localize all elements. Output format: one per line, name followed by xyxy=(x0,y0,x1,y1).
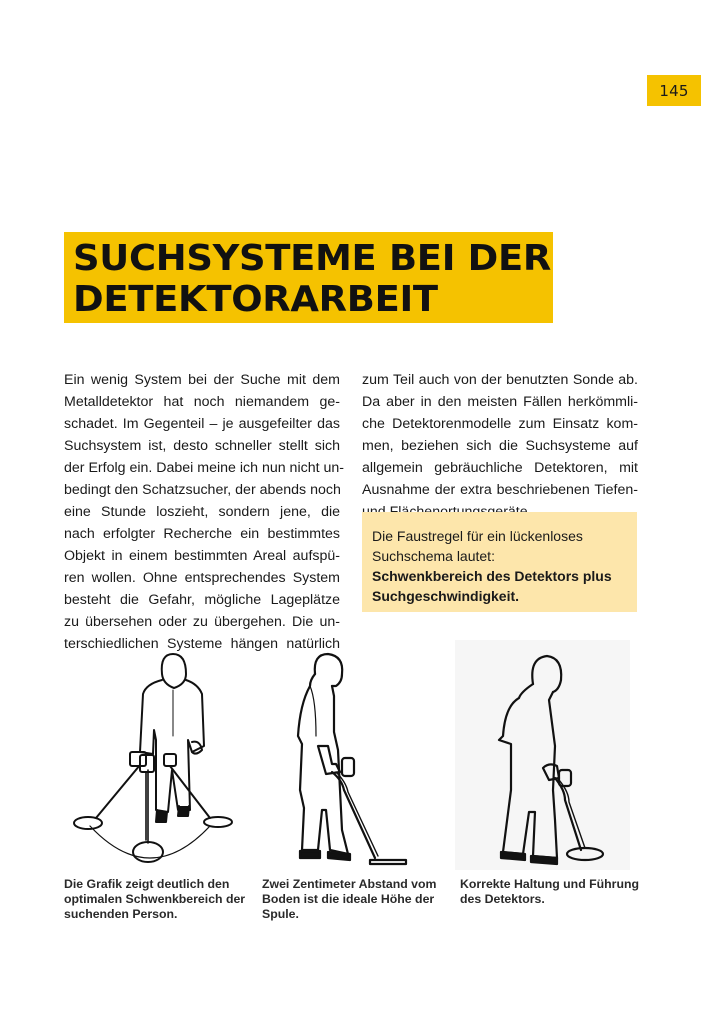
detector-sweep-illustration-icon xyxy=(60,640,260,870)
caption-line: optimalen Schwenkbereich der xyxy=(64,892,246,906)
figure-front-view xyxy=(60,640,260,870)
caption-line: Korrekte Haltung und Führung xyxy=(460,877,639,891)
text-line: Ein wenig System bei der Suche mit dem xyxy=(64,372,340,388)
text-line: schadet. Im Gegenteil – je ausgefeilter das xyxy=(64,416,340,432)
body-column-left xyxy=(64,369,344,655)
text-line: che Detektorenmodelle zum Einsatz kom- xyxy=(362,416,638,432)
figure-rear-view xyxy=(455,640,630,870)
caption-line: suchenden Person. xyxy=(64,907,178,921)
text-line: zum Teil auch von der benutzten Sonde ab. xyxy=(362,372,638,388)
figure-caption-2 xyxy=(262,877,457,922)
text-line: terschiedlichen Systeme hängen natürlich xyxy=(64,636,340,652)
text-line: ren wollen. Ohne entsprechendes System xyxy=(64,570,340,586)
page-number: 145 xyxy=(659,81,689,100)
text-line: Objekt in einem bestimmten Areal aufspü- xyxy=(64,548,340,564)
heading-line-1: SUCHSYSTEME BEI DER xyxy=(73,238,552,279)
info-text: Die Faustregel für ein lückenloses xyxy=(372,528,583,544)
text-line: Ausnahme der extra beschriebenen Tiefen- xyxy=(362,482,638,498)
heading-line-2: DETEKTORARBEIT xyxy=(73,279,438,320)
rule-of-thumb-box xyxy=(362,512,637,612)
info-text: Suchschema lautet: xyxy=(372,548,495,564)
caption-line: Zwei Zentimeter Abstand vom xyxy=(262,877,437,891)
body-column-right xyxy=(362,369,638,523)
text-line: men, beziehen sich die Suchsysteme auf xyxy=(362,438,638,454)
text-line: eine Stunde loszieht, sondern jene, die xyxy=(64,504,340,520)
text-line: Metalldetektor hat noch niemandem ge- xyxy=(64,394,340,410)
text-line: Da aber in den meisten Fällen herkömmli- xyxy=(362,394,638,410)
caption-line: des Detektors. xyxy=(460,892,545,906)
text-line: zu übersehen oder zu übergehen. Die un- xyxy=(64,614,340,630)
detector-posture-illustration-icon xyxy=(455,640,630,870)
text-line: nach erfolgter Recherche ein bestimmtes xyxy=(64,526,340,542)
text-line: der Erfolg ein. Dabei meine ich nun nicht un- xyxy=(64,460,344,476)
caption-line: Spule. xyxy=(262,907,299,921)
figure-caption-1 xyxy=(64,877,259,922)
figure-side-view xyxy=(270,640,440,870)
info-bold-text: Suchgeschwindigkeit. xyxy=(372,588,520,604)
chapter-heading xyxy=(64,232,553,323)
text-line: Suchsystem ist, desto schneller stellt sich xyxy=(64,438,340,454)
caption-line: Die Grafik zeigt deutlich den xyxy=(64,877,230,891)
detector-coil-height-illustration-icon xyxy=(270,640,440,870)
caption-line: Boden ist die ideale Höhe der xyxy=(262,892,435,906)
info-bold-text: Schwenkbereich des Detektors plus xyxy=(372,568,612,584)
text-line: bedingt den Schatzsucher, der abends noch xyxy=(64,482,341,498)
figure-caption-3 xyxy=(460,877,655,907)
text-line: besteht die Gefahr, mögliche Lageplätze xyxy=(64,592,340,608)
page-number-tab xyxy=(647,75,701,106)
text-line: allgemein gebräuchliche Detektoren, mit xyxy=(362,460,638,476)
